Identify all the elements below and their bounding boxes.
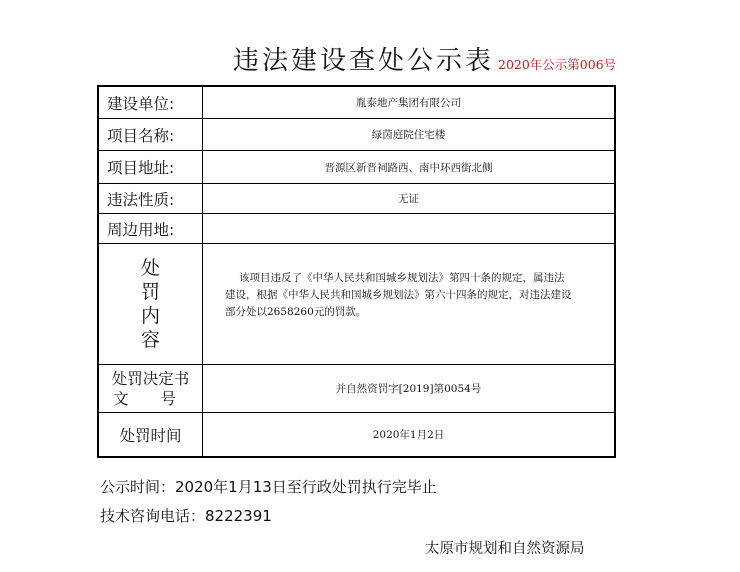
label-violation-nature: 违法性质:: [99, 184, 203, 213]
consult-hotline: 技术咨询电话：8222391: [100, 507, 272, 525]
label-project-address: 项目地址:: [99, 151, 203, 183]
publish-period: 公示时间：2020年1月13日至行政处罚执行完毕止: [100, 478, 437, 496]
row-decision-number: [99, 365, 614, 413]
value-violation-nature: 无证: [398, 193, 419, 205]
label-penalty-date: 处罚时间: [99, 413, 203, 456]
row-penalty-date: [99, 413, 614, 456]
document-title: 违法建设查处公示表: [233, 46, 495, 76]
label-decision-line2: [99, 389, 202, 409]
value-construction-unit: 胤泰地产集团有限公司: [356, 97, 461, 109]
label-char: 容: [140, 329, 160, 351]
row-project-address: [99, 151, 614, 184]
issuing-authority: 太原市规划和自然资源局: [425, 541, 585, 557]
value-project-address: 晋源区新晋祠路西、南中环西街北侧: [324, 161, 493, 174]
row-construction-unit: [99, 87, 614, 119]
label-char: 罚: [140, 281, 160, 303]
label-surrounding-land: 周边用地:: [99, 214, 203, 243]
label-decision-line1: 处罚决定书: [111, 369, 190, 388]
label-decision-char-right: 号: [160, 389, 176, 408]
value-penalty-date: 2020年1月2日: [372, 429, 445, 441]
row-project-name: [99, 119, 614, 151]
violation-form-table: [97, 85, 616, 458]
label-char: 处: [140, 257, 160, 279]
document-number: 2020年公示第006号: [498, 57, 617, 72]
label-penalty-content: [99, 244, 203, 364]
label-construction-unit: 建设单位:: [99, 87, 203, 118]
value-decision-number: 并自然资罚字[2019]第0054号: [335, 383, 482, 395]
row-penalty-content: [99, 244, 614, 365]
value-project-name: 绿茵庭院住宅楼: [371, 129, 446, 141]
value-penalty-content: 该项目违反了《中华人民共和国城乡规划法》第四十条的规定，属违法建设，根据《中华人民共和国城乡规划法》第六十四条的规定，对违法建设部分处以2658260元的罚款。: [225, 272, 572, 318]
value-surrounding-land: [203, 214, 614, 243]
label-project-name: 项目名称:: [99, 119, 203, 150]
label-decision-number: [99, 365, 203, 412]
label-char: 内: [140, 305, 160, 327]
row-violation-nature: [99, 184, 614, 214]
row-surrounding-land: [99, 214, 614, 244]
label-decision-char-left: 文: [113, 389, 129, 408]
